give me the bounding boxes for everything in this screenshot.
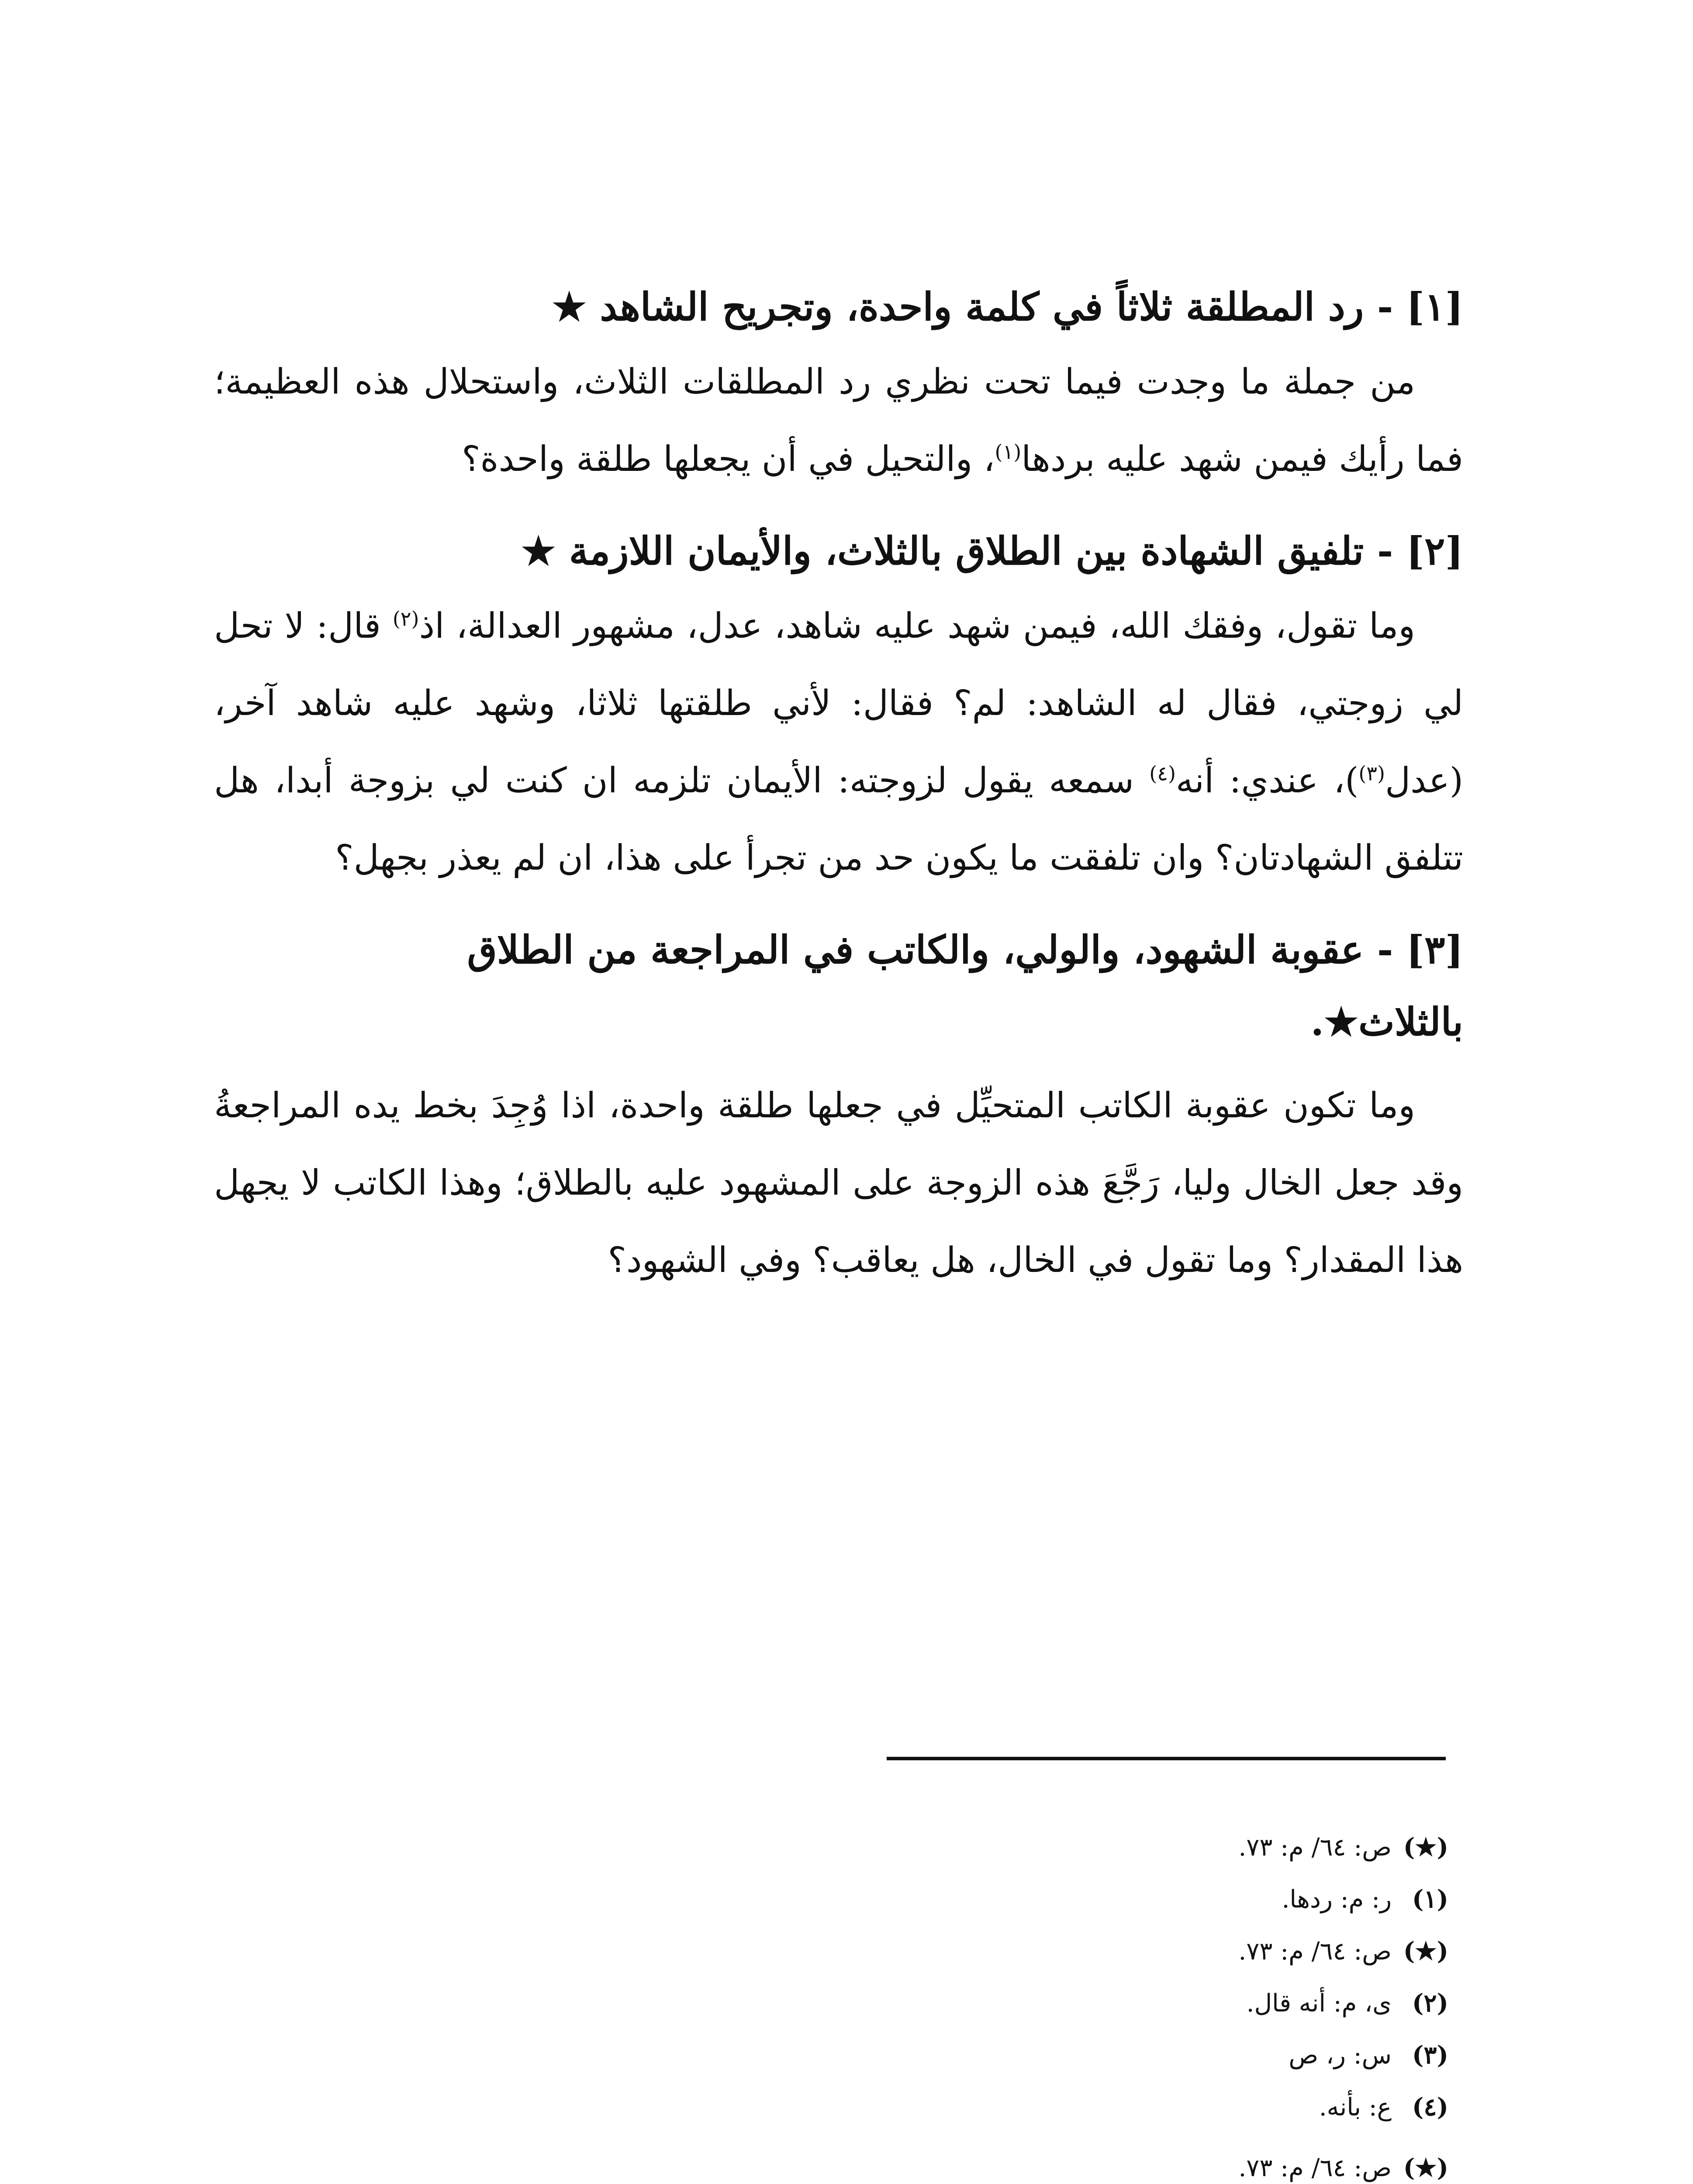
section-paragraph-3 — [214, 1067, 1463, 1299]
footnote-item — [793, 2081, 1448, 2133]
main-content — [214, 271, 1463, 1316]
footnote-text: س: ر، ص — [1289, 2041, 1392, 2070]
footnote-mark: (٣) — [1412, 2041, 1448, 2070]
footnote-item — [793, 1925, 1448, 1977]
footnote-item — [793, 2142, 1448, 2184]
footnote-item — [793, 1873, 1448, 1925]
section-number-1: [١] — [1406, 284, 1463, 329]
paragraph-text: وما تكون عقوبة الكاتب المتحيِّل في جعلها طلقة واحدة، اذا وُجِدَ بخط يده المراجعةُ وقد جعل الخال وليا، رَجَّعَ هذه الزوجة على المشهود عليه بالطلاق؛ وهذا الكاتب لا يجهل هذا المقدار؟ وما تقول في الخال، هل يعاقب؟ وفي الشهود؟ — [214, 1085, 1463, 1280]
section-title-3: - عقوبة الشهود، والولي، والكاتب في المراجعة من الطلاق بالثلاث★. — [467, 927, 1463, 1044]
section-number-2: [٢] — [1406, 528, 1463, 574]
footnote-mark: (٢) — [1412, 1989, 1448, 2018]
footnote-ref-2: (٢) — [392, 607, 419, 631]
footnote-item — [793, 1977, 1448, 2029]
footnote-text: ر: م: ردها. — [1282, 1885, 1392, 1914]
paragraph-text: من جملة ما وجدت فيما تحت نظري رد المطلقات الثلاث، واستحلال هذه العظيمة؛ فما رأيك فيمن شهد عليه بردها — [214, 361, 1463, 479]
footnote-text: ص: ٦٤/ م: ٧٣. — [1238, 1937, 1392, 1966]
footnote-mark: (★) — [1403, 2153, 1448, 2182]
footnote-item — [793, 2029, 1448, 2081]
footnote-mark: (٤) — [1412, 2093, 1448, 2122]
paragraph-text: )، عندي: أنه — [1175, 760, 1359, 801]
section-paragraph-2 — [214, 587, 1463, 896]
section-number-3: [٣] — [1406, 927, 1463, 972]
section-paragraph-1 — [214, 343, 1463, 498]
paragraph-text: وما تقول، وفقك الله، فيمن شهد عليه شاهد، عدل، مشهور العدالة، اذ — [419, 605, 1415, 646]
paragraph-text: ، والتحيل في أن يجعلها طلقة واحدة؟ — [462, 439, 995, 479]
footnotes — [793, 1821, 1448, 2184]
footnote-text: ع: بأنه. — [1319, 2093, 1392, 2122]
footnote-text: ص: ٦٤/ م: ٧٣. — [1238, 2154, 1392, 2182]
footnote-mark: (★) — [1403, 1937, 1448, 1966]
footnote-ref-4: (٤) — [1149, 761, 1176, 785]
section-heading-2 — [214, 515, 1463, 587]
footnote-text: ص: ٦٤/ م: ٧٣. — [1238, 1833, 1392, 1862]
footnote-separator — [887, 1757, 1446, 1760]
section-heading-3 — [459, 914, 1463, 1058]
footnote-item — [793, 1821, 1448, 1873]
paragraph-text: سمعه يقول لزوجته: الأيمان تلزمه ان كنت لي بزوجة أبدا، هل تتلفق الشهادتان؟ وان تلفقت ما يكون حد من تجرأ على هذا، ان لم يعذر بجهل؟ — [214, 760, 1463, 878]
section-title-2: - تلفيق الشهادة بين الطلاق بالثلاث، والأيمان اللازمة ★ — [521, 528, 1393, 574]
footnote-mark: (★) — [1403, 1833, 1448, 1862]
footnote-ref-3: (٣) — [1358, 761, 1385, 785]
section-heading-1 — [214, 271, 1463, 343]
footnote-text: ى، م: أنه قال. — [1246, 1989, 1392, 2018]
footnote-mark: (١) — [1412, 1885, 1448, 1914]
section-title-1: - رد المطلقة ثلاثاً في كلمة واحدة، وتجريح الشاهد ★ — [552, 284, 1393, 329]
footnote-ref-1: (١) — [995, 440, 1022, 464]
paragraph-text: قال: لا تحل لي زوجتي، فقال له الشاهد: لم؟ فقال: لأني طلقتها ثلاثا، وشهد عليه شاهد آخر، (عدل — [214, 605, 1463, 801]
